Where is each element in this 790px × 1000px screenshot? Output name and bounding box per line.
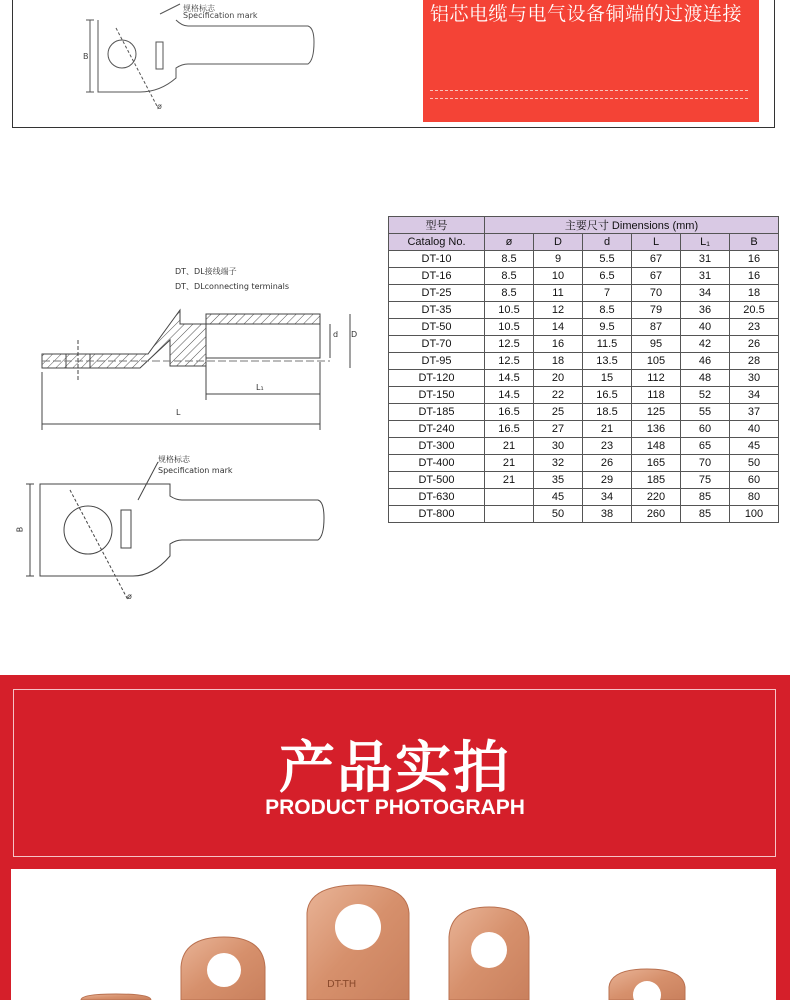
dim-cell: 112 [632,370,681,387]
dim-cell: 65 [681,438,730,455]
model-cell: DT-95 [389,353,485,370]
model-cell: DT-500 [389,472,485,489]
dim-cell: 105 [632,353,681,370]
dim-cell: 75 [681,472,730,489]
dim-cell: 165 [632,455,681,472]
dim-cell: 11 [534,285,583,302]
top-spec-mark-en: Specification mark [183,11,258,20]
product-photo [11,869,776,1000]
dim-cell: 36 [681,302,730,319]
dim-cell: 6.5 [583,268,632,285]
table-row [389,404,779,421]
dim-cell: 70 [681,455,730,472]
top-dim-phi: ø [157,102,162,111]
spec-mark-en: Specification mark [158,466,233,475]
terminal-stamp: DT-TH [327,979,357,990]
dim-cell: 45 [730,438,779,455]
table-row [389,319,779,336]
dim-cell: 18.5 [583,404,632,421]
dim-cell: 14.5 [485,370,534,387]
dim-cell: 37 [730,404,779,421]
dim-cell: 18 [534,353,583,370]
dim-cell: 60 [730,472,779,489]
dim-cell: 8.5 [485,268,534,285]
table-row [389,268,779,285]
dim-cell: 20.5 [730,302,779,319]
label-l1: L₁ [256,383,264,392]
top-spec-mark-cn: 规格标志 [183,4,215,13]
side-view-drawing [30,300,370,430]
dim-cell: 118 [632,387,681,404]
dim-cell: 16.5 [583,387,632,404]
model-cell: DT-25 [389,285,485,302]
label-b: B [15,526,25,533]
dim-cell [485,489,534,506]
top-dim-b: B [83,52,89,61]
dim-cell: 26 [730,336,779,353]
dim-cell: 70 [632,285,681,302]
dim-cell: 48 [681,370,730,387]
dim-cell: 23 [583,438,632,455]
dim-cell: 12.5 [485,353,534,370]
model-cell: DT-70 [389,336,485,353]
table-row [389,302,779,319]
dims-header: 主要尺寸 Dimensions (mm) [485,217,779,234]
label-d-big: D [351,330,358,339]
dim-cell: 14.5 [485,387,534,404]
dim-cell: 55 [681,404,730,421]
model-cell: DT-16 [389,268,485,285]
table-row [389,489,779,506]
dim-cell: 21 [485,438,534,455]
model-cell: DT-120 [389,370,485,387]
table-row [389,353,779,370]
dim-cell: 10.5 [485,302,534,319]
dim-cell: 34 [583,489,632,506]
model-cell: DT-35 [389,302,485,319]
dim-cell: 30 [730,370,779,387]
table-row [389,472,779,489]
dim-cell: 100 [730,506,779,523]
model-header-cn: 型号 [389,217,485,234]
dim-cell: 22 [534,387,583,404]
dim-cell: 220 [632,489,681,506]
dim-cell: 5.5 [583,251,632,268]
label-phi: ø [127,592,132,601]
dim-cell: 10.5 [485,319,534,336]
dim-cell: 60 [681,421,730,438]
dim-cell: 80 [730,489,779,506]
table-row [389,387,779,404]
model-cell: DT-400 [389,455,485,472]
dim-cell: 8.5 [485,285,534,302]
dim-cell: 8.5 [583,302,632,319]
dim-cell: 34 [681,285,730,302]
model-header-en: Catalog No. [389,234,485,251]
top-view-drawing [18,460,348,610]
dim-cell: 45 [534,489,583,506]
dim-cell: 11.5 [583,336,632,353]
dim-cell: 29 [583,472,632,489]
dim-cell: 12.5 [485,336,534,353]
top-red-text: 铝芯电缆与电气设备铜端的过渡连接 [430,3,743,25]
dim-cell: 42 [681,336,730,353]
model-cell: DT-800 [389,506,485,523]
dim-cell: 13.5 [583,353,632,370]
dim-cell: 16 [534,336,583,353]
table-row [389,421,779,438]
label-l: L [176,408,181,417]
dim-cell: 95 [632,336,681,353]
table-row [389,455,779,472]
dim-col-header: ø [485,234,534,251]
model-cell: DT-150 [389,387,485,404]
table-row [389,251,779,268]
dim-cell: 185 [632,472,681,489]
spec-mark-cn: 规格标志 [158,455,190,464]
dim-cell: 125 [632,404,681,421]
dim-cell: 46 [681,353,730,370]
table-row [389,370,779,387]
table-row [389,438,779,455]
dim-cell: 38 [583,506,632,523]
dim-cell: 260 [632,506,681,523]
dim-cell: 14 [534,319,583,336]
dim-cell: 27 [534,421,583,438]
copper-terminals-illustration [11,869,776,1000]
label-d-small: d [333,330,339,339]
dim-col-header: d [583,234,632,251]
table-row [389,285,779,302]
table-row [389,506,779,523]
dim-cell: 16 [730,268,779,285]
dashed-divider [430,98,748,99]
model-cell: DT-185 [389,404,485,421]
dim-cell: 23 [730,319,779,336]
dim-cell: 16.5 [485,404,534,421]
dashed-divider [430,90,748,91]
dim-cell: 40 [681,319,730,336]
dim-cell: 50 [730,455,779,472]
dim-cell [485,506,534,523]
dim-cell: 9 [534,251,583,268]
dim-col-header: D [534,234,583,251]
dim-cell: 26 [583,455,632,472]
dim-cell: 85 [681,489,730,506]
dim-cell: 9.5 [583,319,632,336]
dim-cell: 136 [632,421,681,438]
dim-col-header: B [730,234,779,251]
dim-cell: 32 [534,455,583,472]
dim-cell: 85 [681,506,730,523]
dim-cell: 31 [681,268,730,285]
dim-cell: 40 [730,421,779,438]
dim-col-header: L₁ [681,234,730,251]
model-cell: DT-10 [389,251,485,268]
dim-cell: 25 [534,404,583,421]
model-cell: DT-300 [389,438,485,455]
dim-cell: 28 [730,353,779,370]
drawing-title-en: DT、DLconnecting terminals [175,282,290,291]
dim-cell: 16.5 [485,421,534,438]
banner-title-en: PRODUCT PHOTOGRAPH [265,796,525,819]
dim-cell: 12 [534,302,583,319]
spec-table [388,216,779,523]
dim-cell: 10 [534,268,583,285]
dim-cell: 87 [632,319,681,336]
dim-col-header: L [632,234,681,251]
dim-cell: 79 [632,302,681,319]
dim-cell: 67 [632,251,681,268]
dim-cell: 7 [583,285,632,302]
dim-cell: 31 [681,251,730,268]
dim-cell: 21 [485,472,534,489]
dim-cell: 67 [632,268,681,285]
dim-cell: 30 [534,438,583,455]
dim-cell: 15 [583,370,632,387]
model-cell: DT-50 [389,319,485,336]
dim-cell: 52 [681,387,730,404]
dim-cell: 8.5 [485,251,534,268]
dim-cell: 34 [730,387,779,404]
table-row [389,336,779,353]
dim-cell: 20 [534,370,583,387]
drawing-title-cn: DT、DL接线端子 [175,267,237,276]
banner-title-cn: 产品实拍 [279,736,511,801]
model-cell: DT-240 [389,421,485,438]
dim-cell: 148 [632,438,681,455]
dim-cell: 16 [730,251,779,268]
dim-cell: 50 [534,506,583,523]
dim-cell: 35 [534,472,583,489]
spec-table-body [389,251,779,523]
dim-cell: 21 [485,455,534,472]
dim-cell: 21 [583,421,632,438]
dim-cell: 18 [730,285,779,302]
model-cell: DT-630 [389,489,485,506]
